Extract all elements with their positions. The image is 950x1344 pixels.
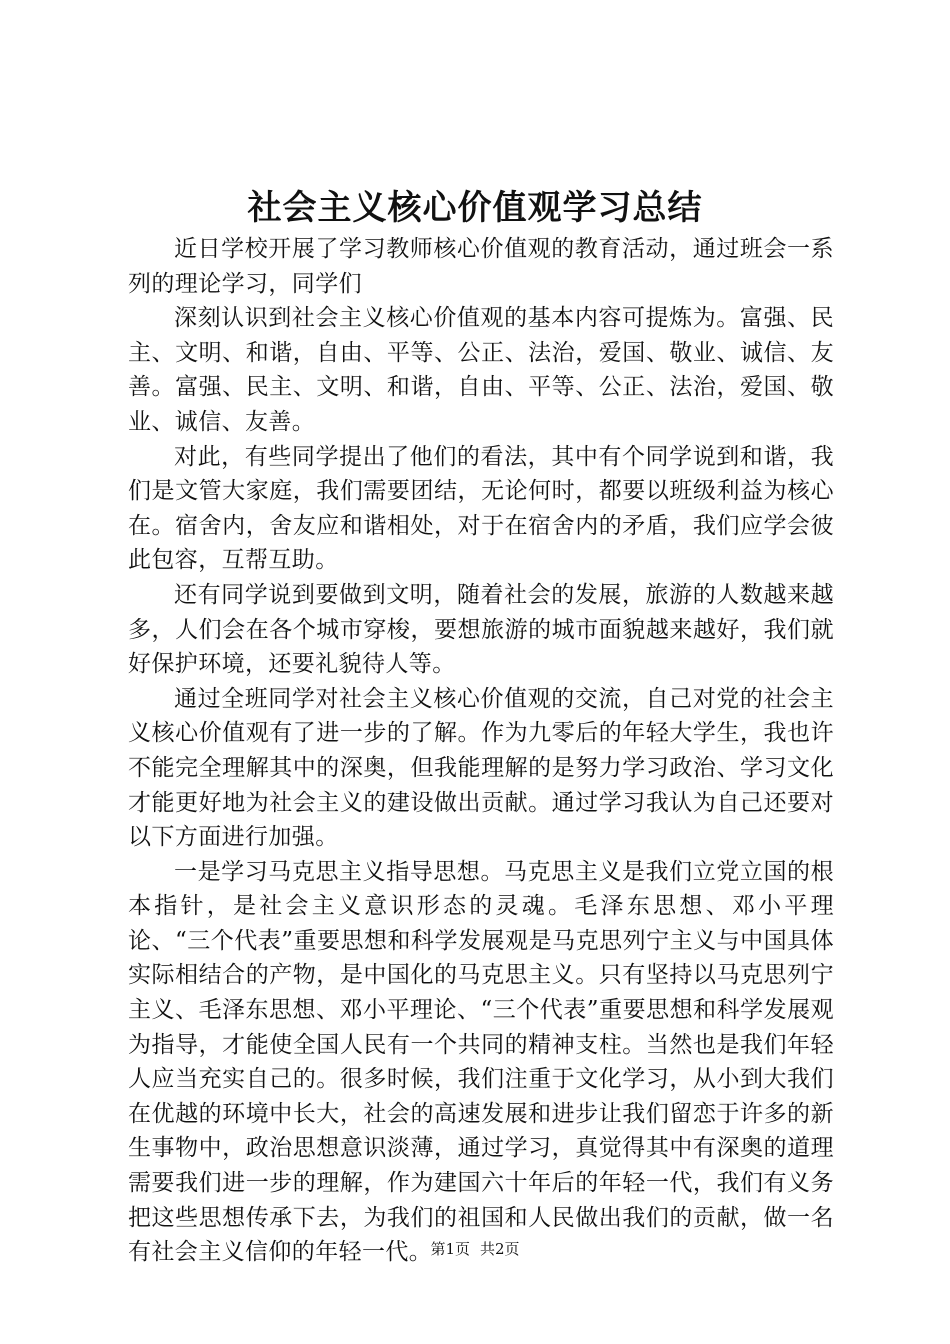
page-number-current: 第1页 [430, 1240, 470, 1258]
paragraph-5: 通过全班同学对社会主义核心价值观的交流，自己对党的社会主义核心价值观有了进一步的了解。作为九零后的年轻大学生，我也许不能完全理解其中的深奥，但我能理解的是努力学习政治、学习文化才能更好地为社会主义的建设做出贡献。通过学习我认为自己还要对以下方面进行加强。 [128, 685, 834, 851]
paragraph-3: 对此，有些同学提出了他们的看法，其中有个同学说到和谐，我们是文管大家庭，我们需要团结，无论何时，都要以班级利益为核心在。宿舍内，舍友应和谐相处，对于在宿舍内的矛盾，我们应学会彼此包容，互帮互助。 [128, 443, 834, 574]
paragraph-2: 深刻认识到社会主义核心价值观的基本内容可提炼为。富强、民主、文明、和谐，自由、平等、公正、法治，爱国、敬业、诚信、友善。富强、民主、文明、和谐，自由、平等、公正、法治，爱国、敬业、诚信、友善。 [128, 305, 834, 435]
page-footer [0, 1238, 950, 1260]
document-title: 社会主义核心价值观学习总结 [247, 188, 703, 228]
page-number-total: 共2页 [480, 1240, 520, 1258]
document-body [128, 232, 834, 1270]
paragraph-4: 还有同学说到要做到文明，随着社会的发展，旅游的人数越来越多，人们会在各个城市穿梭，要想旅游的城市面貌越来越好，我们就好保护环境，还要礼貌待人等。 [128, 581, 834, 678]
paragraph-1: 近日学校开展了学习教师核心价值观的教育活动，通过班会一系列的理论学习，同学们 [128, 236, 834, 297]
paragraph-6: 一是学习马克思主义指导思想。马克思主义是我们立党立国的根本指针，是社会主义意识形态的灵魂。毛泽东思想、邓小平理论、“三个代表”重要思想和科学发展观是马克思列宁主义与中国具体实际相结合的产物，是中国化的马克思主义。只有坚持以马克思列宁主义、毛泽东思想、邓小平理论、“三个代表”重要思想和科学发展观为指导，才能使全国人民有一个共同的精神支柱。当然也是我们年轻人应当充实自己的。很多时候，我们注重于文化学习，从小到大我们在优越的环境中长大，社会的高速发展和进步让我们留恋于许多的新生事物中，政治思想意识淡薄，通过学习，真觉得其中有深奥的道理需要我们进一步的理解，作为建国六十年后的年轻一代，我们有义务把这些思想传承下去，为我们的祖国和人民做出我们的贡献，做一名有社会主义信仰的年轻一代。 [128, 858, 834, 1266]
